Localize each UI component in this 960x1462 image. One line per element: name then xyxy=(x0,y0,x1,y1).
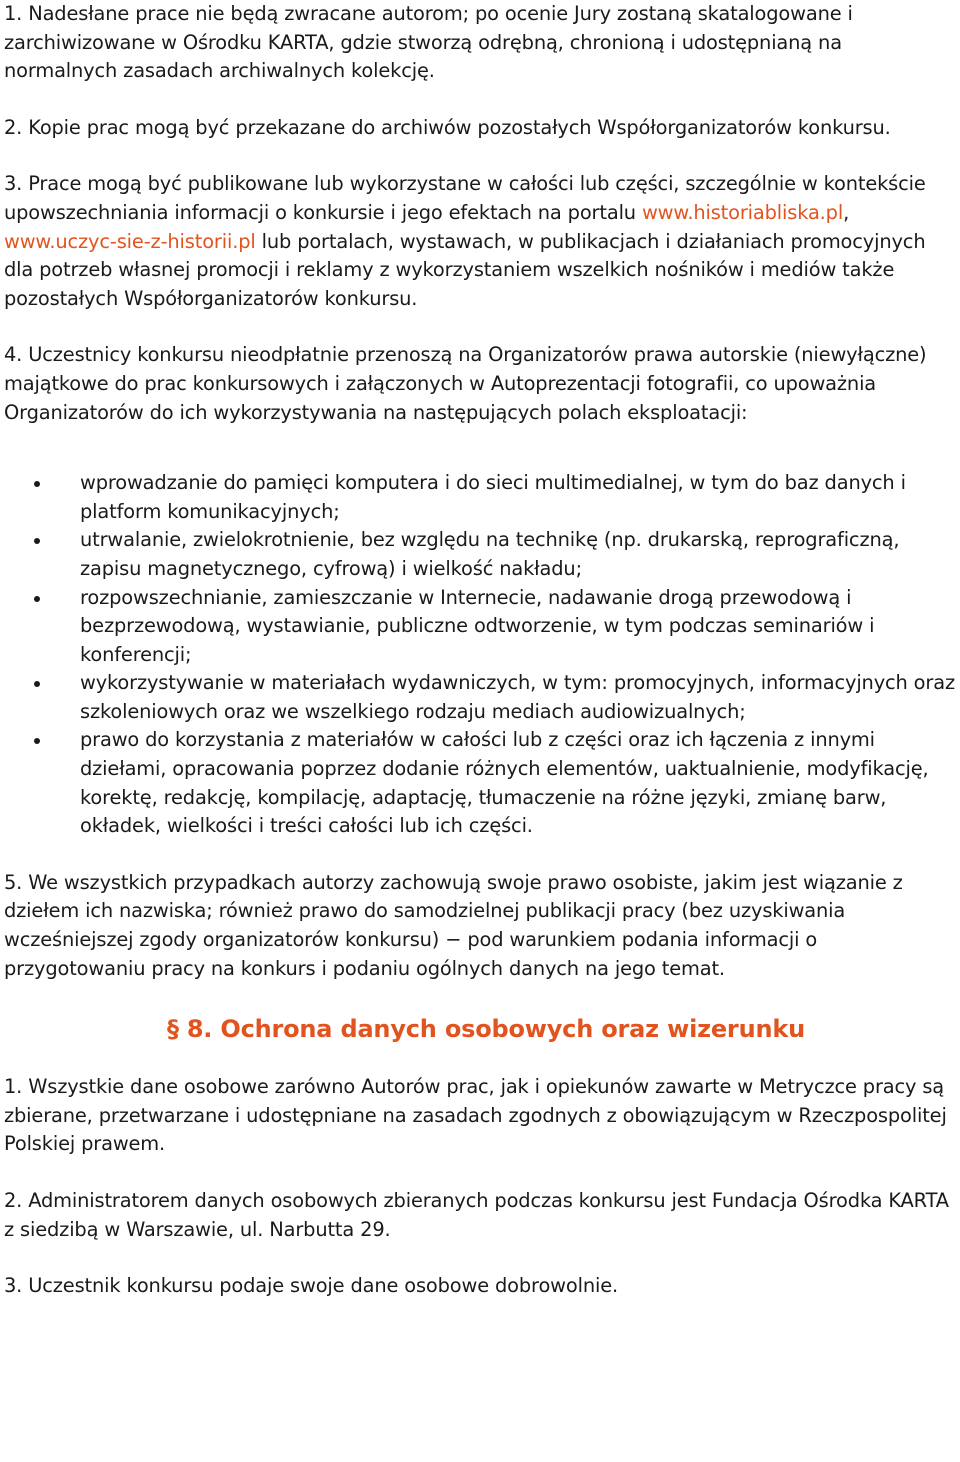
list-item-text: rozpowszechnianie, zamieszczanie w Internecie, nadawanie drogą przewodową i bezprzewodową, wystawianie, publiczne odtworzenie, w tym podczas seminariów i konferencji; xyxy=(80,585,875,666)
bullet-icon xyxy=(34,481,40,487)
paragraph-4: 4. Uczestnicy konkursu nieodpłatnie przenoszą na Organizatorów prawa autorskie (niewyłączne) majątkowe do prac konkursowych i załączonych w Autoprezentacji fotografii, co upoważnia Organizatorów do ich wykorzystywania na następujących polach eksploatacji: xyxy=(4,343,927,424)
section-heading xyxy=(4,1013,959,1045)
section-symbol: § xyxy=(167,1015,179,1044)
paragraph-3-text-start: 3. Prace mogą być publikowane lub wykorzystane w całości lub części, szczególnie w kontekście upowszechniania informacji o konkursie i jego efektach na portalu xyxy=(4,172,926,224)
list-item xyxy=(4,584,959,670)
data-paragraph-2: 2. Administratorem danych osobowych zbieranych podczas konkursu jest Fundacja Ośrodka KARTA z siedzibą w Warszawie, ul. Narbutta 29. xyxy=(4,1189,949,1241)
list-item xyxy=(4,726,959,840)
bullet-icon xyxy=(34,681,40,687)
list-item-text: utrwalanie, zwielokrotnienie, bez względu na technikę (np. drukarską, reprograficzną, zapisu magnetycznego, cyfrową) i wielkość nakładu; xyxy=(80,528,900,580)
link-separator: , xyxy=(843,200,850,224)
list-item-text: wprowadzanie do pamięci komputera i do sieci multimedialnej, w tym do baz danych i platform komunikacyjnych; xyxy=(80,471,906,523)
list-item-text: wykorzystywanie w materiałach wydawniczych, w tym: promocyjnych, informacyjnych oraz szkoleniowych oraz we wszelkiego rodzaju mediach audiowizualnych; xyxy=(80,671,955,723)
paragraph-2: 2. Kopie prac mogą być przekazane do archiwów pozostałych Współorganizatorów konkursu. xyxy=(4,115,891,139)
link-uczyc-sie-z-historii[interactable]: www.uczyc-sie-z-historii.pl xyxy=(4,229,256,253)
list-item-text: prawo do korzystania z materiałów w całości lub z części oraz ich łączenia z innymi dziełami, opracowania poprzez dodanie różnych elementów, uaktualnienie, modyfikację, korektę, redakcję, kompilację, adaptację, tłumaczenie na różne języki, zmianę barw, okładek, wielkości i treści całości lub ich części. xyxy=(80,728,929,838)
bullet-icon xyxy=(34,738,40,744)
section-heading-text: 8. Ochrona danych osobowych oraz wizerunku xyxy=(186,1015,805,1044)
paragraph-3-text-end: lub portalach, wystawach, w publikacjach i działaniach promocyjnych dla potrzeb własnej promocji i reklamy z wykorzystaniem wszelkich nośników i mediów także pozostałych Współorganizatorów konkursu. xyxy=(4,229,926,310)
bullet-icon xyxy=(34,538,40,544)
bullet-icon xyxy=(34,596,40,602)
list-item xyxy=(4,469,959,526)
link-historiabliska[interactable]: www.historiabliska.pl xyxy=(641,200,844,224)
exploitation-fields-list xyxy=(4,469,959,841)
list-item xyxy=(4,669,959,726)
data-paragraph-1: 1. Wszystkie dane osobowe zarówno Autorów prac, jak i opiekunów zawarte w Metryczce pracy są zbierane, przetwarzane i udostępniane na zasadach zgodnych z obowiązującym w Rzeczpospolitej Polskiej prawem. xyxy=(4,1075,947,1156)
paragraph-1: 1. Nadesłane prace nie będą zwracane autorom; po ocenie Jury zostaną skatalogowane i zarchiwizowane w Ośrodku KARTA, gdzie stworzą odrębną, chronioną i udostępnianą na normalnych zasadach archiwalnych kolekcję. xyxy=(4,2,853,83)
document-page xyxy=(4,0,959,1301)
paragraph-3 xyxy=(4,170,959,313)
list-item xyxy=(4,526,959,583)
data-paragraph-3: 3. Uczestnik konkursu podaje swoje dane osobowe dobrowolnie. xyxy=(4,1274,618,1298)
paragraph-5: 5. We wszystkich przypadkach autorzy zachowują swoje prawo osobiste, jakim jest wiązanie z dziełem ich nazwiska; również prawo do samodzielnej publikacji pracy (bez uzyskiwania wcześniejszej zgody organizatorów konkursu) − pod warunkiem podania informacji o przygotowaniu pracy na konkurs i podaniu ogólnych danych na jego temat. xyxy=(4,870,903,980)
